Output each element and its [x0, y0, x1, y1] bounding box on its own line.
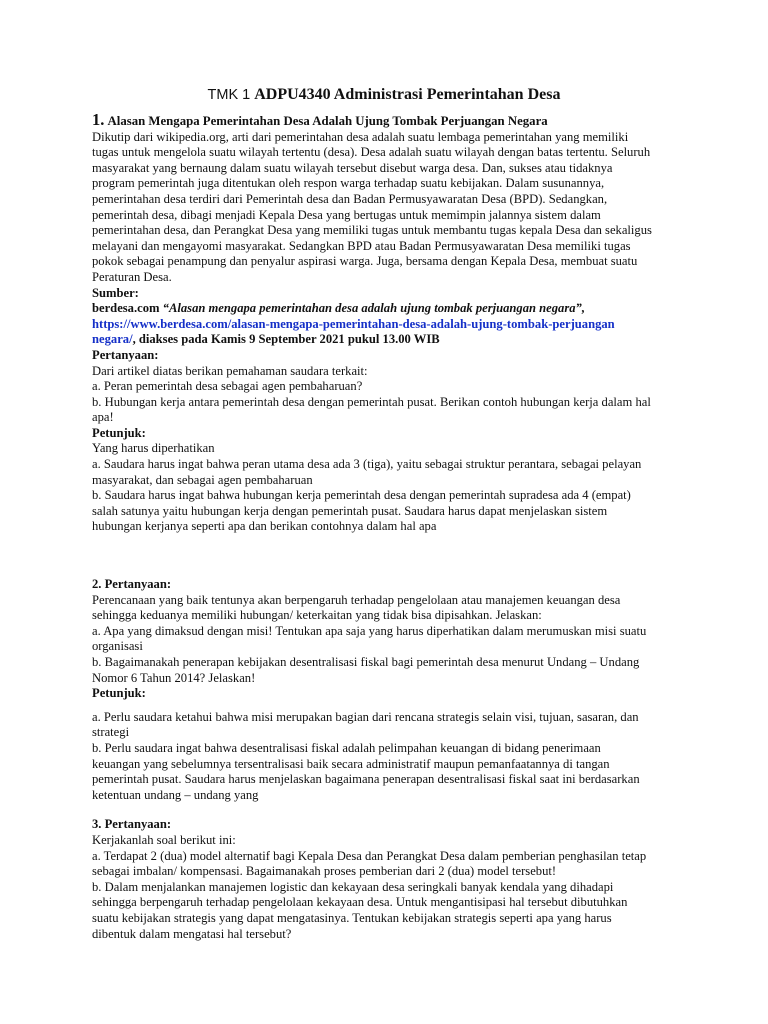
section-spacer	[92, 702, 652, 710]
section-1-question-label: Pertanyaan:	[92, 347, 159, 362]
section-2-question-a: a. Apa yang dimaksud dengan misi! Tentukan apa saja yang harus diperhatikan dalam merumuskan misi suatu organisasi	[92, 623, 647, 654]
title-prefix: TMK 1	[207, 87, 251, 103]
section-3-question-b: b. Dalam menjalankan manajemen logistic dan kekayaan desa seringkali banyak kendala yang dihadapi sehingga berpengaruh terhadap pengelolaan kekayaan desa. Untuk mengantisipasi hal tersebut dibutuhkan suatu kebijakan strategis yang dapat mengatasinya. Tentukan kebijakan strategis seperti apa yang harus dibentuk dalam mengatasi hal tersebut?	[92, 879, 628, 941]
source-site: berdesa.com	[92, 301, 160, 316]
title-main: ADPU4340 Administrasi Pemerintahan Desa	[254, 86, 561, 103]
section-2-hint-b: b. Perlu saudara ingat bahwa desentralisasi fiskal adalah pelimpahan keuangan di bidang penerimaan keuangan yang sebelumnya tersentralisasi baik secara administratif maupun pemanfaatannya di tangan pemerintah pusat. Saudara harus menjelaskan bagaimana penerapan desentralisasi fiskal saat ini berdasarkan ketentuan undang – undang yang	[92, 740, 640, 802]
section-3-heading: 3. Pertanyaan:	[92, 817, 172, 832]
document-title	[0, 86, 768, 104]
section-1-hint-label: Petunjuk:	[92, 425, 146, 440]
section-2-heading: 2. Pertanyaan:	[92, 577, 172, 592]
source-link[interactable]: https://www.berdesa.com/alasan-mengapa-pemerintahan-desa-adalah-ujung-tombak-perjuangan negara/	[92, 316, 615, 347]
section-spacer	[92, 803, 652, 817]
section-spacer	[92, 535, 652, 577]
document-body	[92, 112, 652, 942]
section-1-title: Alasan Mengapa Pemerintahan Desa Adalah Ujung Tombak Perjuangan Negara	[107, 114, 548, 128]
section-1-hint-a: a. Saudara harus ingat bahwa peran utama desa ada 3 (tiga), yaitu sebagai struktur perantara, sebagai pelayan masyarakat, dan sebagai agen pembaharuan	[92, 457, 642, 487]
section-1-number: 1.	[92, 110, 105, 129]
section-3-question-a: a. Terdapat 2 (dua) model alternatif bagi Kepala Desa dan Perangkat Desa dalam pemberian penghasilan tetap sebagai imbalan/ kompensasi. Bagaimanakah proses pemberian dari 2 (dua) model tersebut!	[92, 848, 647, 879]
source-accessed: , diakses pada Kamis 9 September 2021 pukul 13.00 WIB	[132, 332, 440, 347]
section-2-question-b: b. Bagaimanakah penerapan kebijakan desentralisasi fiskal bagi pemerintah desa menurut Undang – Undang Nomor 6 Tahun 2014? Jelaskan!	[92, 655, 640, 685]
source-title: “Alasan mengapa pemerintahan desa adalah ujung tombak perjuangan negara”,	[162, 301, 585, 316]
section-2-hint-a: a. Perlu saudara ketahui bahwa misi merupakan bagian dari rencana strategis selain visi, tujuan, sasaran, dan strategi	[92, 709, 639, 740]
section-1-paragraph: Dikutip dari wikipedia.org, arti dari pemerintahan desa adalah suatu lembaga pemerintahan yang memiliki tugas untuk mengelola suatu wilayah tertentu (desa). Desa adalah suatu wilayah dengan batas tertentu. Seluruh masyarakat yang bernaung dalam suatu wilayah tersebut disebut warga desa. Dan, sukses atau tidaknya program pemerintah juga ditentukan oleh respon warga terhadap suatu kebijakan. Dalam susunannya, pemerintahan desa terdiri dari Pemerintah desa dan Badan Permusyawaratan Desa (BPD). Sedangkan, pemerintah desa, dibagi menjadi Kepala Desa yang bertugas untuk memimpin jalannya sistem dalam pemerintahan desa, dan Perangkat Desa yang memiliki tugas untuk membantu tugas kepala Desa dan sekaligus melayani dan mengayomi masyarakat. Sedangkan BPD atau Badan Permusyawaratan Desa memiliki tugas pokok sebagai penampung dan penyalur aspirasi warga. Juga, bersama dengan Kepala Desa, membuat suatu Peraturan Desa.	[92, 129, 652, 284]
source-citation	[92, 301, 652, 348]
section-2-hint-label: Petunjuk:	[92, 686, 146, 701]
section-1-question-b: b. Hubungan kerja antara pemerintah desa dengan pemerintah pusat. Berikan contoh hubungan kerja dalam hal apa!	[92, 394, 651, 425]
section-1-question-a: a. Peran pemerintah desa sebagai agen pembaharuan?	[92, 379, 363, 394]
section-1-heading	[92, 112, 652, 130]
section-1-question-intro: Dari artikel diatas berikan pemahaman saudara terkait:	[92, 363, 368, 378]
section-1-hint-intro: Yang harus diperhatikan	[92, 441, 215, 456]
section-2-intro: Perencanaan yang baik tentunya akan berpengaruh terhadap pengelolaan atau manajemen keuangan desa sehingga keduanya memiliki hubungan/ keterkaitan yang tidak bisa dipisahkan. Jelaskan:	[92, 592, 621, 623]
source-label: Sumber:	[92, 285, 139, 300]
section-1-hint-b: b. Saudara harus ingat bahwa hubungan kerja pemerintah desa dengan pemerintah supradesa ada 4 (empat) salah satunya yaitu hubungan kerja dengan pemerintah pusat. Saudara harus dapat menjelaskan sistem hubungan kerjanya seperti apa dan berikan contohnya dalam hal apa	[92, 488, 631, 534]
section-3-intro: Kerjakanlah soal berikut ini:	[92, 832, 236, 847]
